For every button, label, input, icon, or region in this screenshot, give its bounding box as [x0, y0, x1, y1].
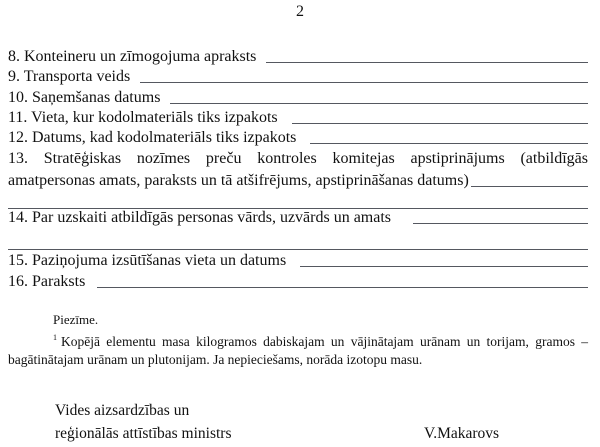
field-line-dispatch-place-date[interactable] [300, 266, 588, 267]
note-text: Kopējā elementu masa kilogramos dabiskajam un vājinātajam urānam un torijam, gramos – bagātinātajam urānam un plutonijam. Ja nepieciešams, norāda izotopu masu. [8, 334, 588, 367]
field-receipt-date [8, 88, 588, 108]
field-committee-approval [8, 148, 588, 192]
signatory-title [55, 399, 232, 445]
field-label-unpacking-date: 12. Datums, kad kodolmateriāls tiks izpakots [8, 129, 297, 146]
field-line-receipt-date[interactable] [170, 103, 588, 104]
field-responsible-person [8, 208, 588, 228]
field-line-responsible-person-continued[interactable] [8, 249, 588, 250]
field-transport-type [8, 67, 588, 87]
field-unpacking-place [8, 108, 588, 128]
field-line-responsible-person[interactable] [413, 223, 588, 224]
field-label-transport-type: 9. Transporta veids [8, 68, 131, 85]
field-label-committee-approval-line2: amatpersonas amats, paraksts un tā atšifrējums, apstiprināšanas datums) [8, 172, 469, 189]
field-container-description [8, 47, 588, 67]
field-unpacking-date [8, 128, 588, 148]
footnote-marker: 1 [53, 333, 57, 342]
field-line-container-description[interactable] [266, 62, 588, 63]
field-label-dispatch-place-date: 15. Paziņojuma izsūtīšanas vieta un datums [8, 252, 287, 269]
page-number: 2 [296, 3, 304, 20]
note-title: Piezīme. [53, 312, 99, 327]
field-line-unpacking-place[interactable] [292, 123, 588, 124]
note-body [8, 329, 588, 369]
field-line-transport-type[interactable] [140, 82, 588, 83]
field-dispatch-place-date [8, 251, 588, 271]
signatory-name: V.Makarovs [424, 425, 500, 442]
field-label-unpacking-place: 11. Vieta, kur kodolmateriāls tiks izpakots [8, 109, 278, 126]
field-label-container-description: 8. Konteineru un zīmogojuma apraksts [8, 48, 257, 65]
field-label-signature: 16. Paraksts [8, 273, 86, 290]
signatory-title-line2: reģionālās attīstības ministrs [55, 425, 232, 442]
field-label-responsible-person: 14. Par uzskaiti atbildīgās personas vārds, uzvārds un amats [8, 209, 392, 226]
field-signature [8, 272, 588, 292]
field-line-signature[interactable] [97, 287, 588, 288]
field-line-unpacking-date[interactable] [310, 143, 588, 144]
field-line-committee-approval[interactable] [471, 186, 588, 187]
field-label-committee-approval-line1: 13. Stratēģiskas nozīmes preču kontroles komitejas apstiprinājums (atbildīgās [8, 150, 588, 167]
signatory-title-line1: Vides aizsardzības un [55, 402, 190, 419]
field-label-receipt-date: 10. Saņemšanas datums [8, 89, 161, 106]
